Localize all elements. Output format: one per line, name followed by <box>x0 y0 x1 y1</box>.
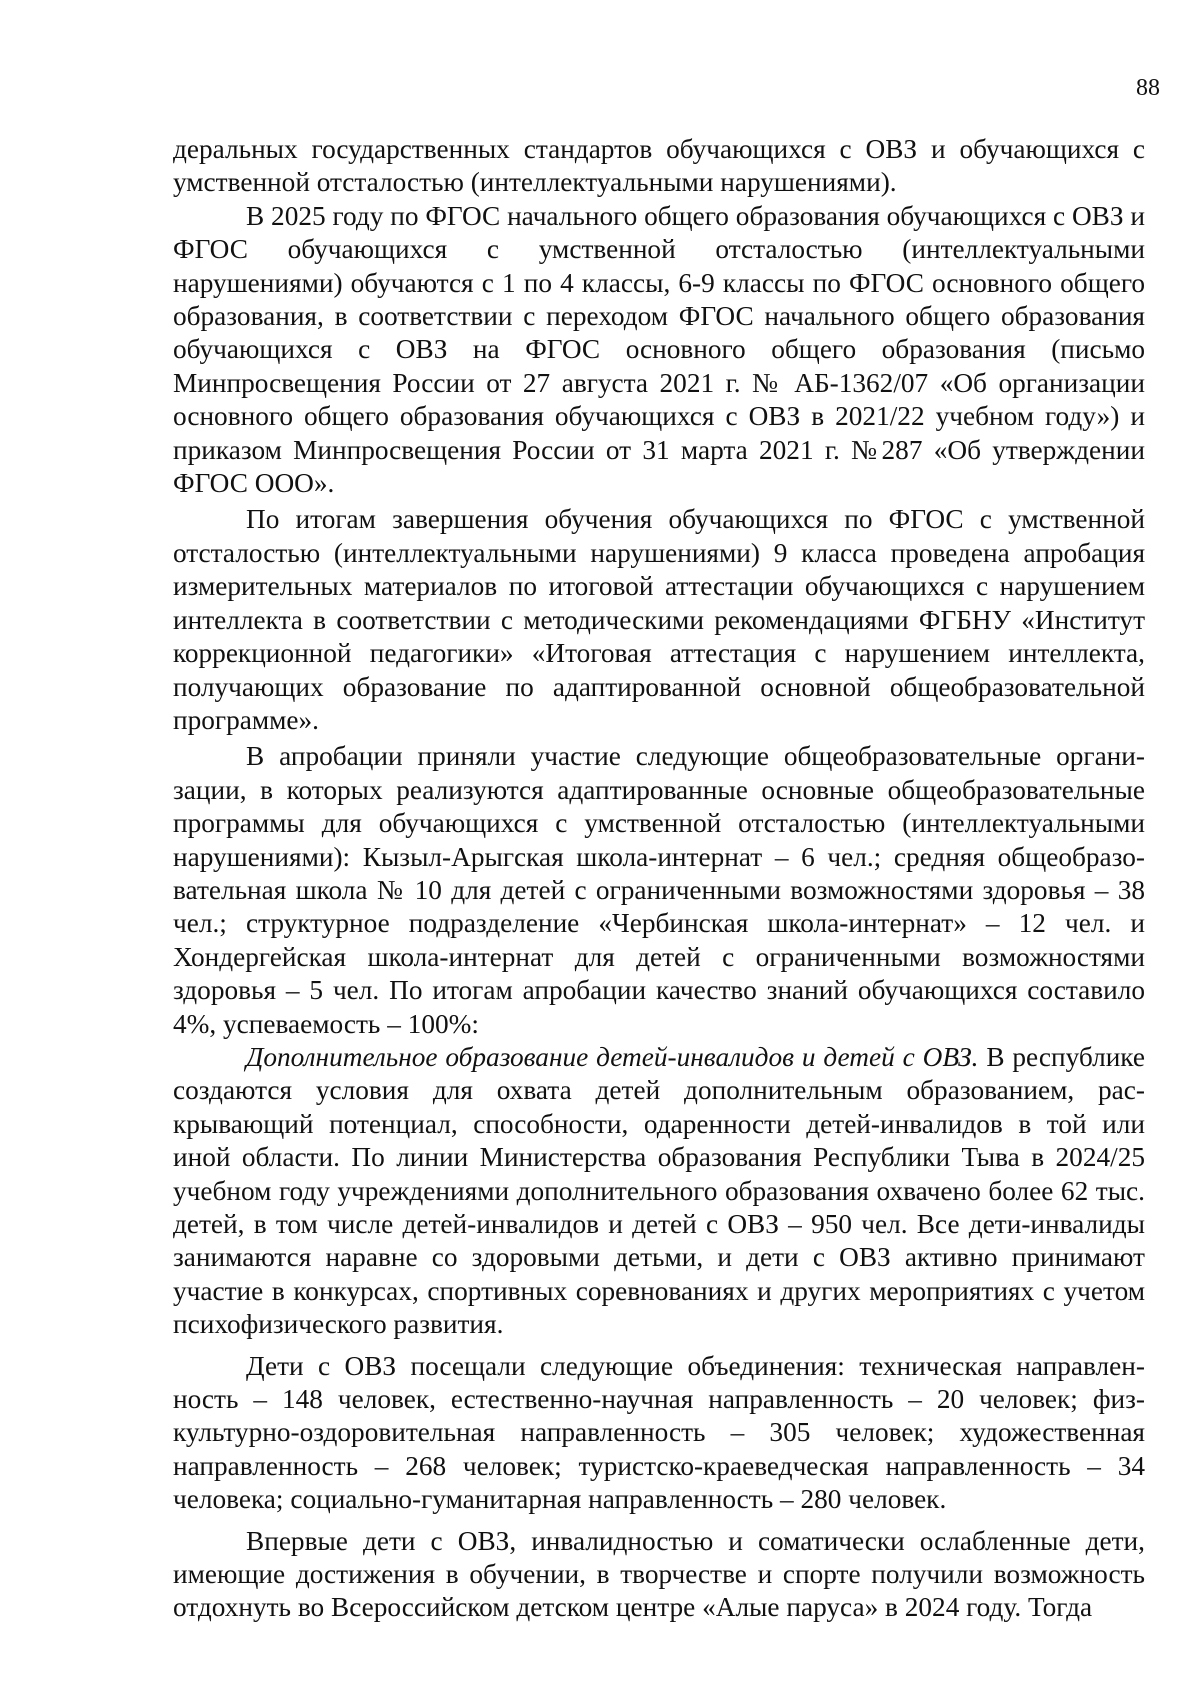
document-body <box>173 133 1145 1625</box>
paragraph-additional-education-text: В республике создаются условия для охвата детей дополнительным образованием, раскрывающий потенциал, способности, одаренности детей-инвалидов в той или иной области. По линии Министерства образования Республики Тыва в 2024/25 учебном году учреждениями дополнительного образования охвачено более 62 тыс. детей, в том числе детей-инвалидов и детей с ОВЗ – 950 чел. Все дети-инвалиды занимаются наравне со здоровыми детьми, и дети с ОВЗ активно принимают участие в конкурсах, спортивных соревнованиях и других мероприятиях с учетом психофизического развития. <box>173 1041 1146 1340</box>
paragraph-participating-organizations: В апробации приняли участие следующие общеобразовательные организации, в которых реализуются адаптированные основные общеобразовательные программы для обучающихся с умственной отсталостью (интеллектуальными нарушениями): Кызыл-Арыгская школа-интернат – 6 чел.; средняя общеобразовательная школа № 10 для детей с ограниченными возможностями здоровья – 38 чел.; структурное подразделение «Чербинская школа-интернат» – 12 чел. и Хондергейская школа-интернат для детей с ограниченными возможностями здоровья – 5 чел. По итогам апробации качество знаний обучающихся составило 4%, успеваемость – 100%: <box>173 741 1145 1039</box>
paragraph-associations: Дети с ОВЗ посещали следующие объединения: техническая направленность – 148 человек, естественно-научная направленность – 20 человек; физкультурно-оздоровительная направленность – 305 человек; художественная направленность – 268 человек; туристско-краеведческая направленность – 34 человека; социально-гуманитарная направленность – 280 человек. <box>173 1350 1145 1515</box>
paragraph-continuation: деральных государственных стандартов обучающихся с ОВЗ и обучающихся с умственной отсталостью (интеллектуальными нарушениями). <box>173 134 1145 198</box>
paragraph-additional-education <box>173 1041 1145 1342</box>
page-number: 88 <box>1136 75 1160 101</box>
section-heading-italic: Дополнительное образование детей-инвалидов и детей с ОВЗ. <box>246 1041 979 1072</box>
paragraph-alye-parusa: Впервые дети с ОВЗ, инвалидностью и соматически ослабленные дети, имеющие достижения в обучении, в творчестве и спорте получили возможность отдохнуть во Всероссийском детском центре «Алые паруса» в 2024 году. Тогда <box>173 1525 1145 1623</box>
paragraph-approbation-results: По итогам завершения обучения обучающихся по ФГОС с умственной отсталостью (интеллектуальными нарушениями) 9 класса проведена апробация измерительных материалов по итоговой аттестации обучающихся с нарушением интеллекта в соответствии с методическими рекомендациями ФГБНУ «Институт коррекционной педагогики» «Итоговая аттестация с нарушением интеллекта, получающих образование по адаптированной основной общеобразовательной программе». <box>173 504 1145 735</box>
paragraph-fgos-2025: В 2025 году по ФГОС начального общего образования обучающихся с ОВЗ и ФГОС обучающихся с умственной отсталостью (интеллектуальными нарушениями) обучаются с 1 по 4 классы, 6-9 классы по ФГОС основного общего образования, в соответствии с переходом ФГОС начального общего образования обучающихся с ОВЗ на ФГОС основного общего образования (письмо Минпросвещения России от 27 августа 2021 г. № АБ-1362/07 «Об организации основного общего образования обучающихся с ОВЗ в 2021/22 учебном году») и приказом Минпросвещения России от 31 марта 2021 г. №287 «Об утверждении ФГОС ООО». <box>173 200 1145 499</box>
